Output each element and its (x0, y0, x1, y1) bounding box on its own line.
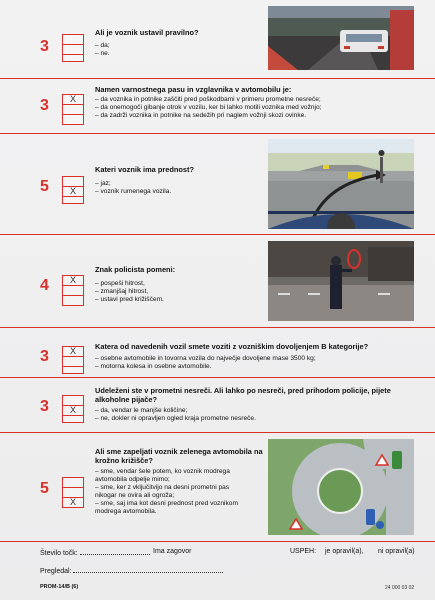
answer-cell[interactable] (63, 187, 83, 197)
answers-5 (95, 355, 316, 371)
answer-box-2[interactable] (62, 94, 84, 125)
defense-label: Ima zagovor (153, 548, 192, 555)
question-3 (0, 134, 435, 235)
answer-option: – da; (95, 42, 110, 49)
form-code: PROM-14/B (6) (40, 584, 79, 590)
answer-option: modrega avtomobila. (95, 508, 157, 515)
answer-cell[interactable] (63, 105, 83, 115)
points-3: 5 (40, 178, 49, 195)
answer-cell[interactable] (63, 197, 83, 203)
score-row (40, 548, 150, 557)
answer-option: – sme, vendar šele potem, ko voznik modrega (95, 468, 230, 475)
answers-3 (95, 180, 171, 196)
answer-mark: X (69, 94, 76, 104)
answer-box-5[interactable] (62, 346, 84, 374)
answer-box-1[interactable] (62, 34, 84, 62)
answer-box-6[interactable] (62, 395, 84, 423)
answer-option: – ne. (95, 50, 110, 57)
question-text-5: Katera od navedenih vozil smete voziti z vozniškim dovoljenjem B kategorije? (95, 342, 369, 351)
roundabout-illustration (268, 439, 414, 535)
answers-4 (95, 280, 164, 304)
answer-cell[interactable] (63, 367, 83, 373)
answer-cell[interactable] (63, 286, 83, 296)
answer-option: – pospeši hitrost, (95, 280, 145, 287)
answer-option: – jaz; (95, 180, 111, 187)
points-7: 5 (40, 480, 49, 497)
answer-option: – voznik rumenega vozila. (95, 188, 172, 195)
failed-option[interactable]: ni opravil(a) (378, 548, 415, 555)
points-6: 3 (40, 398, 49, 415)
answer-cell[interactable] (63, 406, 83, 416)
roundabout-image (268, 439, 414, 535)
reviewer-field[interactable] (73, 566, 223, 573)
answer-mark: X (69, 497, 76, 507)
answer-cell[interactable] (63, 416, 83, 422)
answers-7 (95, 468, 267, 516)
answer-mark: X (69, 346, 76, 356)
answer-option: – da, vendar le manjše količine; (95, 407, 188, 414)
points-4: 4 (40, 277, 49, 294)
answer-box-3[interactable] (62, 176, 84, 204)
question-5 (0, 328, 435, 378)
answer-cell[interactable] (63, 498, 83, 507)
success-row (290, 548, 316, 555)
question-2 (0, 79, 435, 134)
question-text-2: Namen varnostnega pasu in vzglavnika v avtomobilu je: (95, 85, 292, 94)
answer-option: nikogar ne ovira ali ogroža; (95, 492, 175, 499)
answer-cell[interactable] (63, 45, 83, 55)
answer-cell[interactable] (63, 347, 83, 357)
answer-option: – sme, ker z vključitvijo na desni prometni pas (95, 484, 230, 491)
points-5: 3 (40, 348, 49, 365)
answers-2 (95, 96, 322, 120)
sheet-code: 24 000 03 02 (385, 585, 415, 591)
answer-option: – motorna kolesa in osebne avtomobile. (95, 363, 212, 370)
points-1: 3 (40, 38, 49, 55)
answer-mark: X (69, 405, 76, 415)
answer-cell[interactable] (63, 357, 83, 367)
answer-option: – ustavi pred križiščem. (95, 296, 164, 303)
answer-cell[interactable] (63, 55, 83, 61)
answer-box-4[interactable] (62, 275, 84, 306)
road-photo (268, 6, 414, 70)
answer-option: – da zadrži voznika in potnike na sedežih pri naglem vožnji skozi ovinke. (95, 112, 307, 119)
answer-mark: X (69, 275, 76, 285)
intersection-image (268, 139, 414, 229)
answers-6 (95, 407, 256, 423)
police-officer-photo (268, 241, 414, 321)
question-text-4: Znak policista pomeni: (95, 265, 176, 274)
passed-option[interactable]: je opravil(a), (325, 548, 364, 555)
answer-cell[interactable] (63, 95, 83, 105)
answer-cell[interactable] (63, 115, 83, 124)
score-label: Število točk: (40, 550, 78, 557)
answer-option: – sme, saj ima kot desni prednost pred voznikom (95, 500, 238, 507)
answer-mark: X (69, 186, 76, 196)
answer-cell[interactable] (63, 296, 83, 305)
question-7 (0, 433, 435, 542)
score-field[interactable] (80, 548, 150, 555)
answer-cell[interactable] (63, 276, 83, 286)
answers-1 (95, 42, 110, 58)
answer-box-7[interactable] (62, 477, 84, 508)
question-text-1: Ali je voznik ustavil pravilno? (95, 28, 199, 37)
question-text-6: Udeleženi ste v prometni nesreči. Ali lahko po nesreči, pred prihodom policije, pijete alkoholne pijače? (95, 386, 391, 404)
question-text-3: Kateri voznik ima prednost? (95, 165, 194, 174)
answer-option: – ne, dokler ni opravljen ogled kraja prometne nesreče. (95, 415, 256, 422)
answer-option: – zmanjšaj hitrost, (95, 288, 149, 295)
question-text-7: Ali sme zapeljati voznik zelenega avtomobila na krožno križišče? (95, 447, 263, 465)
police-photo-image (268, 241, 414, 321)
answer-option: – da onemogoči gibanje otrok v vozilu, ker bi lahko motili voznika med vožnjo; (95, 104, 322, 111)
question-4 (0, 235, 435, 328)
points-2: 3 (40, 97, 49, 114)
question-1 (0, 0, 435, 79)
answer-option: – osebne avtomobile in tovorna vozila do največje dovoljene mase 3500 kg; (95, 355, 316, 362)
success-label: USPEH: (290, 548, 317, 555)
answer-cell[interactable] (63, 478, 83, 488)
road-photo-image (268, 6, 414, 70)
answer-option: – da voznika in potnike zaščiti pred poškodbami v primeru prometne nesreče; (95, 96, 321, 103)
question-6 (0, 378, 435, 433)
answer-cell[interactable] (63, 35, 83, 45)
answer-option: avtomobila odpelje mimo; (95, 476, 170, 483)
intersection-illustration (268, 139, 414, 229)
reviewer-row (40, 566, 223, 575)
reviewer-label: Pregledal: (40, 568, 72, 575)
